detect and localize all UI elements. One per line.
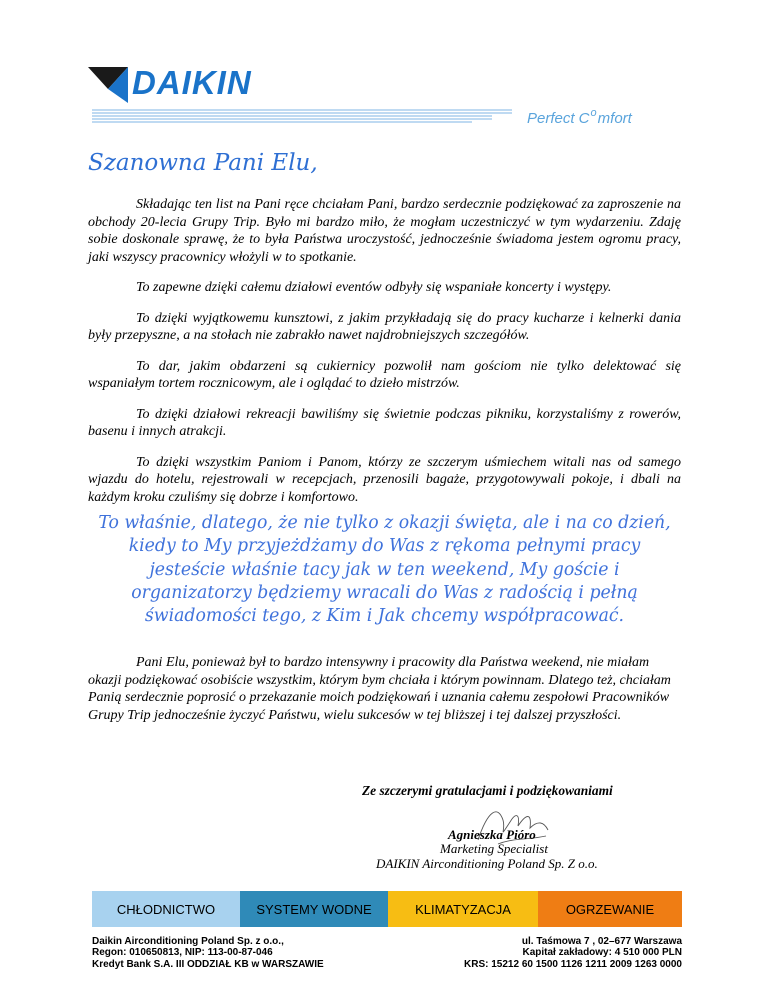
paragraph: To zapewne dzięki całemu działowi eventów odbyły się wspaniałe koncerty i występy.: [136, 280, 612, 295]
paragraph: Pani Elu, ponieważ był to bardzo intensywny i pracowity dla Państwa weekend, nie miałam okazji podziękować osobiście wszystkim, którym bym chciała i którym powinnam. Dlatego też, chciałam Panią serdecznie poprosić o przekazanie moich podziękowań i uznania całemu zespołowi Pracowników Grupy Trip jednocześnie życzyć Państwu, wielu sukcesów w tej bliższej i tej dalszej przyszłości.: [88, 655, 671, 723]
paragraph: To dar, jakim obdarzeni są cukiernicy pozwolił nam gościom nie tylko delektować się wspaniałym tortem rocznicowym, ale i oglądać to dzieło mistrzów.: [88, 358, 681, 391]
category-water-systems: SYSTEMY WODNE: [240, 891, 388, 927]
paragraph: Składając ten list na Pani ręce chciałam Pani, bardzo serdecznie podziękować za zaproszenie na obchody 20-lecia Grupy Trip. Było mi bardzo miło, że mogłam uczestniczyć w tym wydarzeniu. Zdaję sobie doskonale sprawę, że to była Państwa uroczystość, jednocześnie świadoma jestem ogromu pracy, jaki wszyscy pracownicy włożyli w to spotkanie.: [88, 197, 681, 265]
tagline-part-b: mfort: [597, 110, 632, 127]
footer-company-info: [92, 936, 324, 970]
footer-line: Kredyt Bank S.A. III ODDZIAŁ KB w WARSZAWIE: [92, 958, 324, 970]
paragraph: To dzięki działowi rekreacji bawiliśmy się świetnie podczas pikniku, korzystaliśmy z rowerów, basenu i innych atrakcji.: [88, 406, 681, 439]
signer-company: DAIKIN Airconditioning Poland Sp. Z o.o.: [376, 856, 598, 871]
tagline-sup: o: [590, 107, 597, 119]
footer-address-info: [464, 936, 682, 970]
paragraph: To dzięki wszystkim Paniom i Panom, którzy ze szczerym uśmiechem witali nas od samego wjazdu do hotelu, rejestrowali w recepcjach, przenosili bagaże, przygotowywali pokoje, i dbali na każdym kroku czuliśmy się dobrze i komfortowo.: [88, 454, 681, 505]
letter-body: [88, 196, 681, 519]
highlight-statement: To właśnie, dlatego, że nie tylko z okazji święta, ale i na co dzień, kiedy to My przyjeżdżamy do Was z rękoma pełnymi pracy jesteście właśnie tacy jak w ten weekend, My goście i organizatorzy będziemy wracali do Was z radością i pełną świadomości tego, z Kim i Jak chcemy współpracować.: [98, 513, 671, 627]
tagline-part-a: Perfect C: [527, 110, 590, 127]
signer-name: Agnieszka Pióro: [448, 827, 536, 842]
footer-line: Kapitał zakładowy: 4 510 000 PLN: [522, 947, 682, 959]
footer-line: Daikin Airconditioning Poland Sp. z o.o.,: [92, 936, 284, 947]
footer-line: ul. Taśmowa 7 , 02–677 Warszawa: [521, 936, 682, 947]
category-heating: OGRZEWANIE: [538, 891, 682, 927]
signer-title: Marketing Specialist: [440, 841, 548, 856]
category-air-conditioning: KLIMATYZACJA: [388, 891, 538, 927]
closing-paragraph: [88, 654, 681, 724]
brand-name: DAIKIN: [132, 64, 252, 101]
salutation: Szanowna Pani Elu,: [88, 150, 318, 176]
footer-category-band: [92, 891, 682, 927]
paragraph: To dzięki wyjątkowemu kunsztowi, z jakim przykładają się do pracy kucharze i kelnerki dania były przepyszne, a na stołach nie zabrakło nawet najdrobniejszych szczegółów.: [88, 310, 681, 343]
category-refrigeration: CHŁODNICTWO: [92, 891, 240, 927]
header-divider-lines: [92, 108, 512, 124]
footer-line: KRS: 15212 60 1500 1126 1211 2009 1263 0000: [464, 958, 682, 970]
footer-line: Regon: 010650813, NIP: 113-00-87-046: [92, 947, 273, 959]
regards-line: Ze szczerymi gratulacjami i podziękowaniami: [362, 783, 613, 798]
tagline: [527, 107, 632, 127]
